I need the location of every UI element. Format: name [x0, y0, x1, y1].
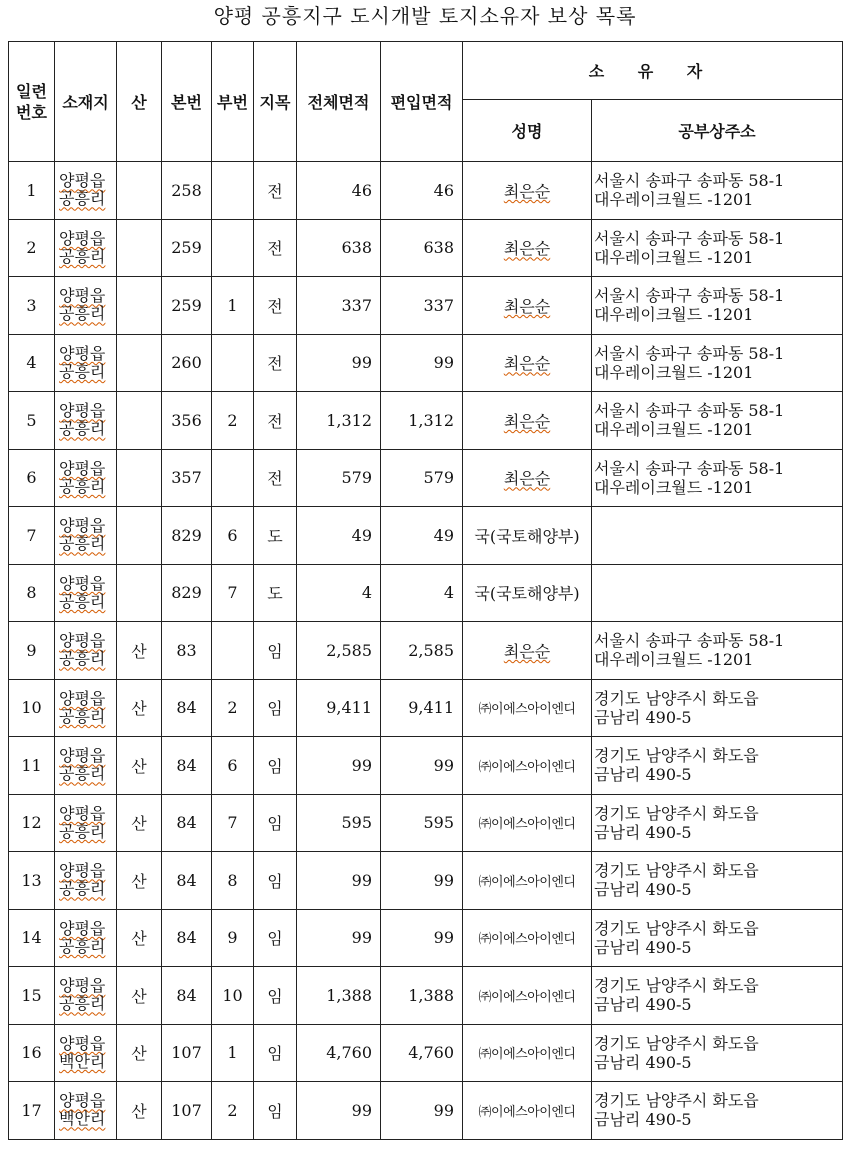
address-line-1: 경기도 남양주시 화도읍 [594, 1091, 759, 1111]
cell-owner-name [463, 622, 592, 680]
location-town: 양평읍 [59, 171, 106, 191]
cell-owner-name [463, 277, 592, 335]
cell-land-category: 전 [254, 277, 297, 335]
cell-sub-number: 2 [212, 392, 254, 450]
table-row [9, 219, 843, 277]
table-row [9, 737, 843, 795]
table-row [9, 162, 843, 220]
cell-total-area: 46 [297, 162, 381, 220]
header-location: 소재지 [55, 42, 117, 162]
cell-mountain: 산 [117, 909, 162, 967]
location-town: 양평읍 [59, 458, 106, 478]
table-row [9, 852, 843, 910]
cell-main-number: 84 [162, 794, 212, 852]
header-owner-address: 공부상주소 [592, 100, 843, 162]
address-line-2: 대우레이크월드 -1201 [594, 650, 754, 670]
cell-owner-address [592, 392, 843, 450]
cell-serial-no: 11 [9, 737, 55, 795]
cell-main-number: 84 [162, 967, 212, 1025]
cell-sub-number: 9 [212, 909, 254, 967]
cell-serial-no: 1 [9, 162, 55, 220]
header-sub-number: 부번 [212, 42, 254, 162]
owner-name-text: 최은순 [503, 181, 551, 201]
cell-location [55, 909, 117, 967]
cell-sub-number: 7 [212, 564, 254, 622]
cell-land-category: 전 [254, 334, 297, 392]
cell-land-category: 임 [254, 967, 297, 1025]
cell-owner-name [463, 1024, 592, 1082]
location-town: 양평읍 [59, 918, 106, 938]
cell-owner-name [463, 219, 592, 277]
address-line-2: 금남리 490-5 [594, 1052, 692, 1072]
cell-total-area: 1,388 [297, 967, 381, 1025]
cell-sub-number [212, 162, 254, 220]
cell-owner-name [463, 1082, 592, 1140]
header-total-area: 전체면적 [297, 42, 381, 162]
cell-land-category: 임 [254, 622, 297, 680]
cell-serial-no: 16 [9, 1024, 55, 1082]
cell-owner-address [592, 507, 843, 565]
location-village: 백안리 [59, 1051, 106, 1071]
cell-land-category: 임 [254, 1082, 297, 1140]
address-line-1: 경기도 남양주시 화도읍 [594, 976, 759, 996]
cell-land-category: 임 [254, 1024, 297, 1082]
owner-name-text: ㈜이에스아이엔디 [478, 932, 576, 948]
address-line-2: 금남리 490-5 [594, 1110, 692, 1130]
cell-serial-no: 12 [9, 794, 55, 852]
cell-location [55, 449, 117, 507]
cell-incorporated-area: 99 [381, 334, 463, 392]
cell-owner-address [592, 449, 843, 507]
cell-main-number: 829 [162, 507, 212, 565]
cell-sub-number [212, 622, 254, 680]
owner-name-text: ㈜이에스아이엔디 [478, 702, 576, 718]
cell-total-area: 2,585 [297, 622, 381, 680]
address-line-2: 대우레이크월드 -1201 [594, 477, 754, 497]
address-line-1: 서울시 송파구 송파동 58-1 [594, 343, 785, 363]
cell-mountain [117, 277, 162, 335]
address-line-2: 금남리 490-5 [594, 822, 692, 842]
cell-mountain: 산 [117, 794, 162, 852]
cell-main-number: 356 [162, 392, 212, 450]
cell-incorporated-area: 337 [381, 277, 463, 335]
owner-name-text: 최은순 [503, 354, 551, 374]
cell-owner-name [463, 679, 592, 737]
cell-mountain [117, 334, 162, 392]
cell-land-category: 전 [254, 449, 297, 507]
cell-location [55, 737, 117, 795]
location-village: 공흥리 [59, 591, 106, 611]
cell-total-area: 579 [297, 449, 381, 507]
cell-main-number: 829 [162, 564, 212, 622]
cell-mountain: 산 [117, 737, 162, 795]
cell-mountain: 산 [117, 622, 162, 680]
cell-mountain: 산 [117, 967, 162, 1025]
cell-mountain [117, 449, 162, 507]
location-town: 양평읍 [59, 286, 106, 306]
location-town: 양평읍 [59, 516, 106, 536]
location-town: 양평읍 [59, 1033, 106, 1053]
address-line-2: 대우레이크월드 -1201 [594, 362, 754, 382]
cell-owner-name [463, 392, 592, 450]
header-incorporated-area: 편입면적 [381, 42, 463, 162]
address-line-1: 경기도 남양주시 화도읍 [594, 918, 759, 938]
cell-serial-no: 9 [9, 622, 55, 680]
cell-owner-name [463, 909, 592, 967]
cell-total-area: 595 [297, 794, 381, 852]
cell-location [55, 1082, 117, 1140]
location-town: 양평읍 [59, 1091, 106, 1111]
address-line-1: 경기도 남양주시 화도읍 [594, 746, 759, 766]
cell-mountain: 산 [117, 679, 162, 737]
address-line-1: 서울시 송파구 송파동 58-1 [594, 171, 785, 191]
cell-sub-number: 6 [212, 507, 254, 565]
cell-owner-address [592, 967, 843, 1025]
cell-land-category: 도 [254, 507, 297, 565]
cell-owner-address [592, 737, 843, 795]
cell-owner-address [592, 334, 843, 392]
cell-mountain: 산 [117, 852, 162, 910]
cell-sub-number: 1 [212, 277, 254, 335]
cell-incorporated-area: 638 [381, 219, 463, 277]
table-row [9, 622, 843, 680]
cell-land-category: 임 [254, 679, 297, 737]
location-village: 공흥리 [59, 649, 106, 669]
location-town: 양평읍 [59, 803, 106, 823]
cell-mountain: 산 [117, 1082, 162, 1140]
address-line-2: 대우레이크월드 -1201 [594, 190, 754, 210]
cell-land-category: 임 [254, 909, 297, 967]
cell-incorporated-area: 579 [381, 449, 463, 507]
cell-incorporated-area: 4,760 [381, 1024, 463, 1082]
cell-owner-name [463, 334, 592, 392]
cell-total-area: 4,760 [297, 1024, 381, 1082]
cell-owner-name [463, 967, 592, 1025]
address-line-2: 대우레이크월드 -1201 [594, 420, 754, 440]
cell-mountain: 산 [117, 1024, 162, 1082]
location-village: 공흥리 [59, 189, 106, 209]
cell-total-area: 99 [297, 737, 381, 795]
location-village: 공흥리 [59, 994, 106, 1014]
cell-land-category: 도 [254, 564, 297, 622]
cell-location [55, 852, 117, 910]
cell-main-number: 258 [162, 162, 212, 220]
cell-sub-number: 1 [212, 1024, 254, 1082]
location-village: 공흥리 [59, 879, 106, 899]
cell-main-number: 260 [162, 334, 212, 392]
location-village: 공흥리 [59, 304, 106, 324]
cell-total-area: 99 [297, 334, 381, 392]
location-village: 공흥리 [59, 246, 106, 266]
owner-name-text: ㈜이에스아이엔디 [478, 759, 576, 775]
header-owner-name: 성명 [463, 100, 592, 162]
location-town: 양평읍 [59, 228, 106, 248]
cell-owner-name [463, 449, 592, 507]
cell-owner-name [463, 794, 592, 852]
cell-serial-no: 4 [9, 334, 55, 392]
cell-location [55, 219, 117, 277]
location-town: 양평읍 [59, 573, 106, 593]
cell-sub-number [212, 334, 254, 392]
cell-serial-no: 2 [9, 219, 55, 277]
cell-location [55, 507, 117, 565]
location-village: 공흥리 [59, 361, 106, 381]
address-line-2: 금남리 490-5 [594, 707, 692, 727]
cell-owner-address [592, 679, 843, 737]
cell-main-number: 84 [162, 737, 212, 795]
owner-name-text: 국(국토해양부) [474, 584, 580, 604]
cell-serial-no: 6 [9, 449, 55, 507]
address-line-1: 서울시 송파구 송파동 58-1 [594, 401, 785, 421]
address-line-1: 경기도 남양주시 화도읍 [594, 1033, 759, 1053]
table-row [9, 794, 843, 852]
cell-owner-address [592, 1082, 843, 1140]
cell-total-area: 99 [297, 909, 381, 967]
address-line-1: 서울시 송파구 송파동 58-1 [594, 458, 785, 478]
document-title: 양평 공흥지구 도시개발 토지소유자 보상 목록 [213, 4, 637, 28]
cell-sub-number: 2 [212, 679, 254, 737]
address-line-1: 서울시 송파구 송파동 58-1 [594, 286, 785, 306]
address-line-1: 경기도 남양주시 화도읍 [594, 688, 759, 708]
cell-incorporated-area: 595 [381, 794, 463, 852]
address-line-2: 금남리 490-5 [594, 937, 692, 957]
location-town: 양평읍 [59, 861, 106, 881]
cell-sub-number: 10 [212, 967, 254, 1025]
cell-land-category: 전 [254, 392, 297, 450]
cell-serial-no: 14 [9, 909, 55, 967]
owner-name-text: 최은순 [503, 641, 551, 661]
owner-name-text: 최은순 [503, 469, 551, 489]
address-line-2: 대우레이크월드 -1201 [594, 247, 754, 267]
address-line-2: 대우레이크월드 -1201 [594, 305, 754, 325]
address-line-2: 금남리 490-5 [594, 880, 692, 900]
cell-owner-name [463, 852, 592, 910]
cell-main-number: 83 [162, 622, 212, 680]
cell-mountain [117, 564, 162, 622]
table-row [9, 967, 843, 1025]
cell-owner-address [592, 162, 843, 220]
location-village: 공흥리 [59, 706, 106, 726]
cell-total-area: 337 [297, 277, 381, 335]
header-land-category: 지목 [254, 42, 297, 162]
cell-main-number: 84 [162, 852, 212, 910]
cell-incorporated-area: 99 [381, 909, 463, 967]
cell-owner-name [463, 507, 592, 565]
cell-main-number: 107 [162, 1082, 212, 1140]
cell-location [55, 564, 117, 622]
cell-incorporated-area: 9,411 [381, 679, 463, 737]
cell-sub-number: 2 [212, 1082, 254, 1140]
owner-name-text: 최은순 [503, 296, 551, 316]
cell-location [55, 277, 117, 335]
cell-mountain [117, 162, 162, 220]
cell-incorporated-area: 1,312 [381, 392, 463, 450]
address-line-1: 경기도 남양주시 화도읍 [594, 803, 759, 823]
cell-sub-number [212, 219, 254, 277]
cell-total-area: 49 [297, 507, 381, 565]
location-village: 공흥리 [59, 476, 106, 496]
location-village: 공흥리 [59, 534, 106, 554]
cell-incorporated-area: 4 [381, 564, 463, 622]
cell-owner-address [592, 564, 843, 622]
owner-name-text: ㈜이에스아이엔디 [478, 1047, 576, 1063]
cell-serial-no: 3 [9, 277, 55, 335]
cell-location [55, 392, 117, 450]
cell-owner-address [592, 852, 843, 910]
cell-owner-address [592, 622, 843, 680]
cell-total-area: 99 [297, 1082, 381, 1140]
cell-land-category: 전 [254, 162, 297, 220]
cell-owner-name [463, 564, 592, 622]
cell-serial-no: 5 [9, 392, 55, 450]
cell-main-number: 357 [162, 449, 212, 507]
cell-incorporated-area: 49 [381, 507, 463, 565]
cell-serial-no: 8 [9, 564, 55, 622]
cell-total-area: 638 [297, 219, 381, 277]
compensation-table [8, 41, 843, 1140]
cell-owner-address [592, 794, 843, 852]
header-mountain: 산 [117, 42, 162, 162]
cell-mountain [117, 392, 162, 450]
cell-location [55, 162, 117, 220]
table-row [9, 564, 843, 622]
location-town: 양평읍 [59, 631, 106, 651]
table-row [9, 277, 843, 335]
location-village: 공흥리 [59, 764, 106, 784]
address-line-1: 서울시 송파구 송파동 58-1 [594, 228, 785, 248]
cell-owner-address [592, 219, 843, 277]
owner-name-text: ㈜이에스아이엔디 [478, 817, 576, 833]
cell-owner-address [592, 277, 843, 335]
cell-land-category: 임 [254, 794, 297, 852]
table-row [9, 392, 843, 450]
address-line-1: 서울시 송파구 송파동 58-1 [594, 631, 785, 651]
cell-main-number: 259 [162, 277, 212, 335]
owner-name-text: 최은순 [503, 239, 551, 259]
cell-incorporated-area: 2,585 [381, 622, 463, 680]
table-row [9, 679, 843, 737]
table-body [9, 162, 843, 1140]
cell-main-number: 259 [162, 219, 212, 277]
cell-sub-number [212, 449, 254, 507]
cell-incorporated-area: 99 [381, 1082, 463, 1140]
cell-serial-no: 13 [9, 852, 55, 910]
location-town: 양평읍 [59, 746, 106, 766]
cell-incorporated-area: 99 [381, 852, 463, 910]
header-serial-no: 일련 번호 [9, 42, 55, 162]
cell-incorporated-area: 46 [381, 162, 463, 220]
cell-serial-no: 17 [9, 1082, 55, 1140]
owner-name-text: 국(국토해양부) [474, 526, 580, 546]
cell-total-area: 99 [297, 852, 381, 910]
cell-location [55, 679, 117, 737]
cell-sub-number: 6 [212, 737, 254, 795]
cell-owner-address [592, 1024, 843, 1082]
owner-name-text: ㈜이에스아이엔디 [478, 1104, 576, 1120]
location-town: 양평읍 [59, 688, 106, 708]
header-owner-group: 소 유 자 [463, 42, 843, 100]
cell-mountain [117, 507, 162, 565]
table-row [9, 334, 843, 392]
cell-owner-name [463, 162, 592, 220]
address-line-1: 경기도 남양주시 화도읍 [594, 861, 759, 881]
cell-incorporated-area: 99 [381, 737, 463, 795]
cell-serial-no: 10 [9, 679, 55, 737]
cell-location [55, 794, 117, 852]
cell-location [55, 967, 117, 1025]
cell-total-area: 1,312 [297, 392, 381, 450]
location-town: 양평읍 [59, 976, 106, 996]
location-town: 양평읍 [59, 343, 106, 363]
cell-sub-number: 8 [212, 852, 254, 910]
cell-land-category: 임 [254, 852, 297, 910]
cell-land-category: 전 [254, 219, 297, 277]
cell-location [55, 1024, 117, 1082]
location-village: 공흥리 [59, 936, 106, 956]
table-row [9, 1024, 843, 1082]
table-row [9, 507, 843, 565]
cell-total-area: 4 [297, 564, 381, 622]
address-line-2: 금남리 490-5 [594, 995, 692, 1015]
cell-location [55, 334, 117, 392]
cell-owner-name [463, 737, 592, 795]
cell-total-area: 9,411 [297, 679, 381, 737]
owner-name-text: ㈜이에스아이엔디 [478, 989, 576, 1005]
cell-location [55, 622, 117, 680]
cell-sub-number: 7 [212, 794, 254, 852]
header-main-number: 본번 [162, 42, 212, 162]
cell-main-number: 84 [162, 679, 212, 737]
cell-incorporated-area: 1,388 [381, 967, 463, 1025]
location-village: 공흥리 [59, 419, 106, 439]
cell-main-number: 107 [162, 1024, 212, 1082]
cell-owner-address [592, 909, 843, 967]
location-village: 백안리 [59, 1109, 106, 1129]
cell-serial-no: 15 [9, 967, 55, 1025]
table-row [9, 1082, 843, 1140]
location-village: 공흥리 [59, 821, 106, 841]
owner-name-text: ㈜이에스아이엔디 [478, 874, 576, 890]
address-line-2: 금남리 490-5 [594, 765, 692, 785]
table-row [9, 909, 843, 967]
cell-land-category: 임 [254, 737, 297, 795]
cell-mountain [117, 219, 162, 277]
table-row [9, 449, 843, 507]
cell-serial-no: 7 [9, 507, 55, 565]
owner-name-text: 최은순 [503, 411, 551, 431]
location-town: 양평읍 [59, 401, 106, 421]
cell-main-number: 84 [162, 909, 212, 967]
